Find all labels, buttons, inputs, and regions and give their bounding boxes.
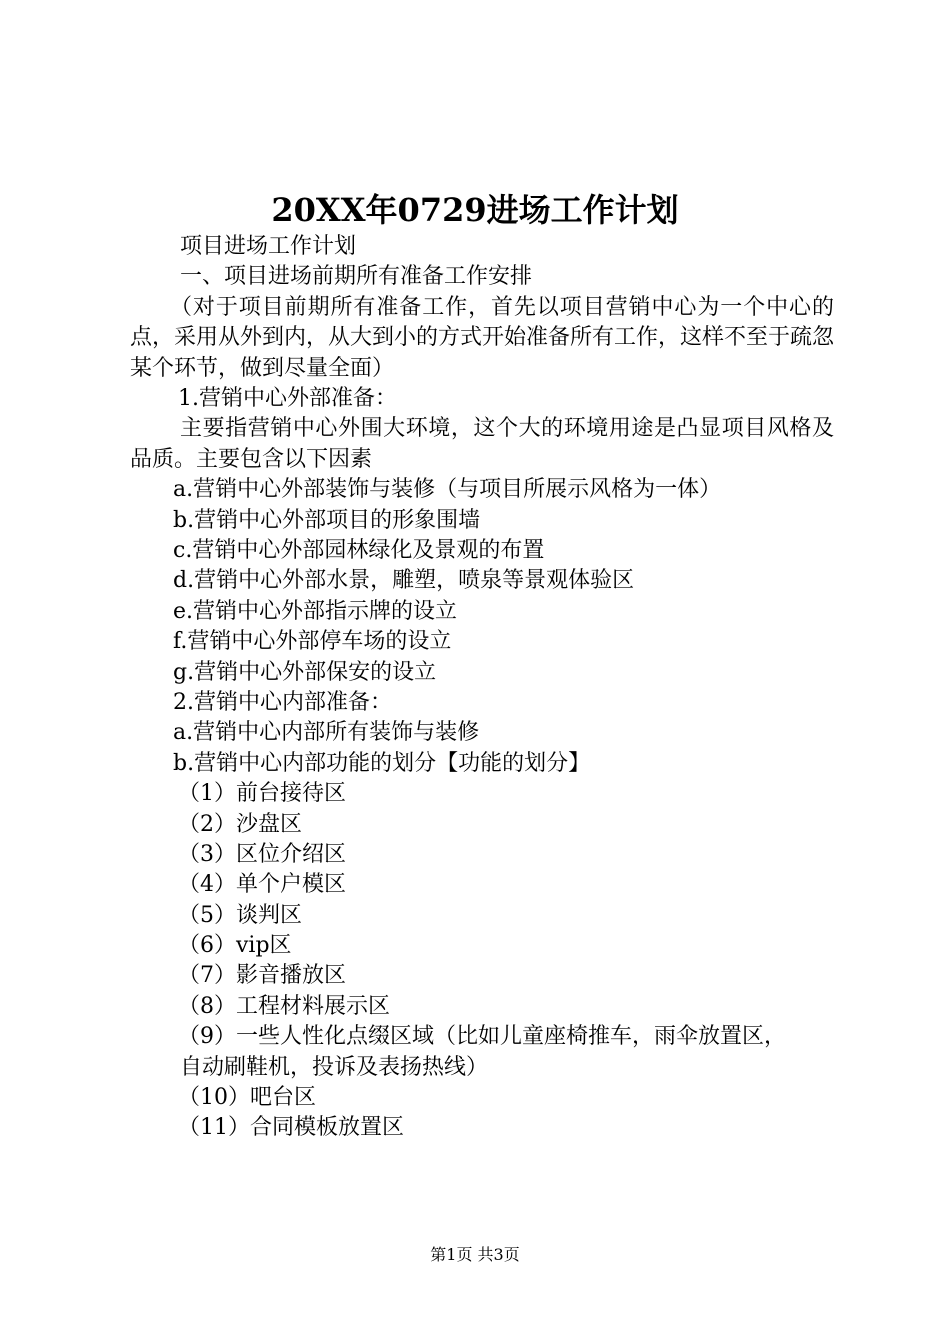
list-item: （3）区位介绍区 (178, 841, 346, 867)
list-item: g.营销中心外部保安的设立 (173, 659, 437, 685)
list-item: a.营销中心外部装饰与装修（与项目所展示风格为一体） (173, 477, 722, 503)
list-item: d.营销中心外部水景，雕塑，喷泉等景观体验区 (173, 568, 635, 594)
list-item: b.营销中心内部功能的划分【功能的划分】 (173, 750, 591, 776)
list-item-continuation: 自动刷鞋机，投诉及表扬热线） (180, 1054, 489, 1080)
subsection-heading: 2.营销中心内部准备： (173, 689, 392, 715)
subsection-heading: 1.营销中心外部准备： (178, 386, 397, 411)
document-title: 20XX年0729进场工作计划 (271, 191, 679, 229)
list-item: （2）沙盘区 (178, 811, 302, 837)
document-body (130, 232, 834, 1144)
list-item: e.营销中心外部指示牌的设立 (173, 598, 458, 624)
list-item: （9）一些人性化点缀区域（比如儿童座椅推车，雨伞放置区， (178, 1024, 786, 1050)
list-item: （8）工程材料展示区 (178, 993, 390, 1019)
list-item: （6）vip区 (178, 933, 292, 959)
list-item: c.营销中心外部园林绿化及景观的布置 (173, 537, 545, 563)
paragraph-line: 项目进场工作计划 (180, 234, 357, 259)
list-item: （10）吧台区 (178, 1085, 316, 1111)
paragraph: （对于项目前期所有准备工作，首先以项目营销中心为一个中心的点，采用从外到内，从大到小的方式开始准备所有工作，这样不至于疏忽某个环节，做到尽量全面） (130, 294, 835, 381)
list-item: （1）前台接待区 (178, 781, 346, 807)
list-item: f.营销中心外部停车场的设立 (173, 629, 452, 655)
list-item: （4）单个户模区 (178, 872, 346, 898)
section-heading: 一、项目进场前期所有准备工作安排 (180, 264, 533, 290)
list-item: b.营销中心外部项目的形象围墙 (173, 507, 481, 533)
list-item: （5）谈判区 (178, 902, 302, 928)
paragraph: 主要指营销中心外围大环境，这个大的环境用途是凸显项目风格及品质。主要包含以下因素 (130, 416, 834, 472)
page-number: 第1页 共3页 (430, 1245, 520, 1264)
list-item: （11）合同模板放置区 (178, 1115, 404, 1141)
list-item: （7）影音播放区 (178, 963, 346, 989)
list-item: a.营销中心内部所有装饰与装修 (173, 720, 480, 746)
